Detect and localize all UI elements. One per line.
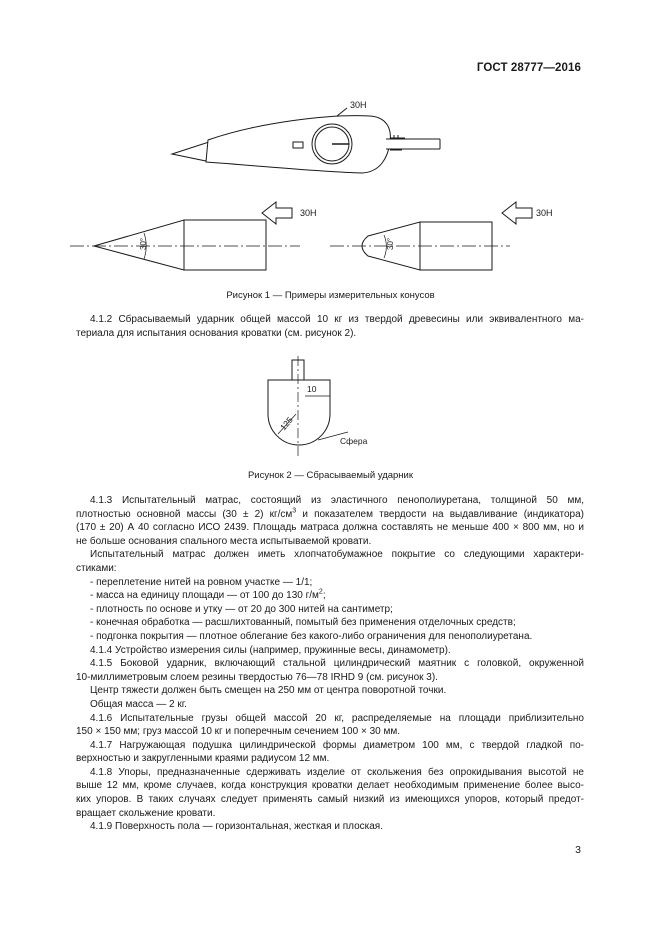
- section-4-1-3-to-4-1-9: [76, 494, 584, 834]
- density-sup: 3: [292, 507, 297, 515]
- cover-item-5: - подгонка покрытия — плотное облегание без какого-либо ограничения для пенополиуретана.: [90, 630, 533, 642]
- cover-item-2-sup: 2: [318, 588, 323, 596]
- para-4-1-5-line-4: Общая масса — 2 кг.: [90, 698, 187, 710]
- figure-1-caption: Рисунок 1 — Примеры измерительных конусов: [226, 290, 435, 301]
- cover-item-3: - плотность по основе и утку — от 20 до 300 нитей на сантиметр;: [90, 603, 393, 615]
- para-4-1-5-line-1: 4.1.5 Боковой ударник, включающий стальной цилиндрический маятник с головкой, окруженной: [90, 658, 584, 670]
- section-4-1-2: [76, 313, 584, 340]
- para-4-1-3-line-3: (170 ± 20) А 40 согласно ИСО 2439. Площадь матраса должна составлять не меньше 400 × 800 мм, но и: [76, 522, 584, 534]
- para-4-1-3-line-1: 4.1.3 Испытательный матрас, состоящий из эластичного пенополиуретана, толщиной 50 мм,: [90, 495, 584, 506]
- force-label-top: 30Н: [350, 100, 367, 110]
- angle-label-right: 30°: [386, 237, 395, 250]
- para-4-1-8-line-2: выше 12 мм, кроме случаев, когда конструкция кроватки делает необходимым применение более высо-: [76, 780, 584, 792]
- para-4-1-2-line-1: 4.1.2 Сбрасываемый ударник общей массой 10 кг из твердой древесины или эквивалентного ма-: [90, 314, 584, 325]
- figure-2-caption: Рисунок 2 — Сбрасываемый ударник: [247, 470, 414, 481]
- para-4-1-9: 4.1.9 Поверхность пола — горизонтальная, жесткая и плоская.: [90, 821, 383, 833]
- dimension-radius-125: 125: [278, 414, 295, 433]
- para-4-1-6-line-2: 150 × 150 мм; груз массой 10 кг и поперечным сечением 100 × 30 мм.: [76, 726, 401, 738]
- density-text: плотностью основной массы (30 ± 2) кг/см: [76, 508, 293, 520]
- para-4-1-5-line-2: 10-миллиметровым слоем резины твердостью 76—78 IRHD 9 (см. рисунок 3).: [76, 671, 438, 683]
- force-gauge-drawing: [172, 108, 440, 173]
- para-4-1-8-line-1: 4.1.8 Упоры, предназначенные сдерживать изделие от скольжения без опрокидывания высотой не: [90, 766, 584, 778]
- standard-designation: ГОСТ 28777—2016: [476, 62, 581, 74]
- cover-item-1: - переплетение нитей на ровном участке — 1/1;: [90, 576, 313, 588]
- page-number: 3: [575, 844, 581, 856]
- para-4-1-2-line-2: териала для испытания основания кроватки (см. рисунок 2).: [76, 327, 357, 339]
- cover-line-2: стиками:: [76, 562, 117, 574]
- cover-item-2-text: - масса на единицу площади — от 100 до 130 г/м: [90, 590, 319, 602]
- para-4-1-8-line-4: вращает скольжение кровати.: [76, 807, 216, 819]
- para-4-1-6-line-1: 4.1.6 Испытательные грузы общей массой 20 кг, распределяемые на площади приблизительно: [90, 712, 584, 724]
- force-label-right: 30Н: [536, 208, 553, 218]
- cover-line-1: Испытательный матрас должен иметь хлопчатобумажное покрытие со следующими характери-: [90, 549, 584, 561]
- para-4-1-4: 4.1.4 Устройство измерения силы (например, пружинные весы, динамометр).: [90, 644, 451, 656]
- figure-2-drawing: [0, 352, 661, 462]
- para-4-1-3-line-4: не больше основания спального места испытываемой кровати.: [76, 535, 372, 547]
- hardness-text: и показателем твердости на выдавливание (индикатора): [296, 508, 585, 520]
- para-4-1-7-line-1: 4.1.7 Нагружающая подушка цилиндрической формы диаметром 100 мм, с твердой гладкой по-: [90, 739, 584, 751]
- para-4-1-5-line-3: Центр тяжести должен быть смещен на 250 мм от центра поворотной точки.: [90, 685, 447, 697]
- cover-item-2-tail: ;: [322, 590, 326, 602]
- figure-2-drop-impactor: [0, 352, 661, 462]
- para-4-1-3-line-2: [76, 508, 584, 522]
- angle-label-left: 30°: [139, 237, 148, 250]
- cone-left-drawing: [70, 202, 300, 270]
- cone-right-drawing: [330, 202, 532, 270]
- para-4-1-8-line-3: ких упоров. В таких случаях следует применять самый низкий из имеющихся упоров, который предот-: [76, 794, 584, 806]
- cover-item-4: - конечная обработка — расшлихтованный, помытый без применения отделочных средств;: [90, 617, 516, 629]
- sphere-label: Сфера: [340, 436, 368, 446]
- figure-1-drawing: [0, 92, 661, 287]
- cover-item-2: [76, 589, 584, 603]
- dimension-10: 10: [307, 384, 317, 394]
- para-4-1-7-line-2: верхностью и закругленными краями радиусом 12 мм.: [76, 753, 330, 765]
- figure-1-measuring-cones: [0, 92, 661, 287]
- force-label-left: 30Н: [300, 208, 317, 218]
